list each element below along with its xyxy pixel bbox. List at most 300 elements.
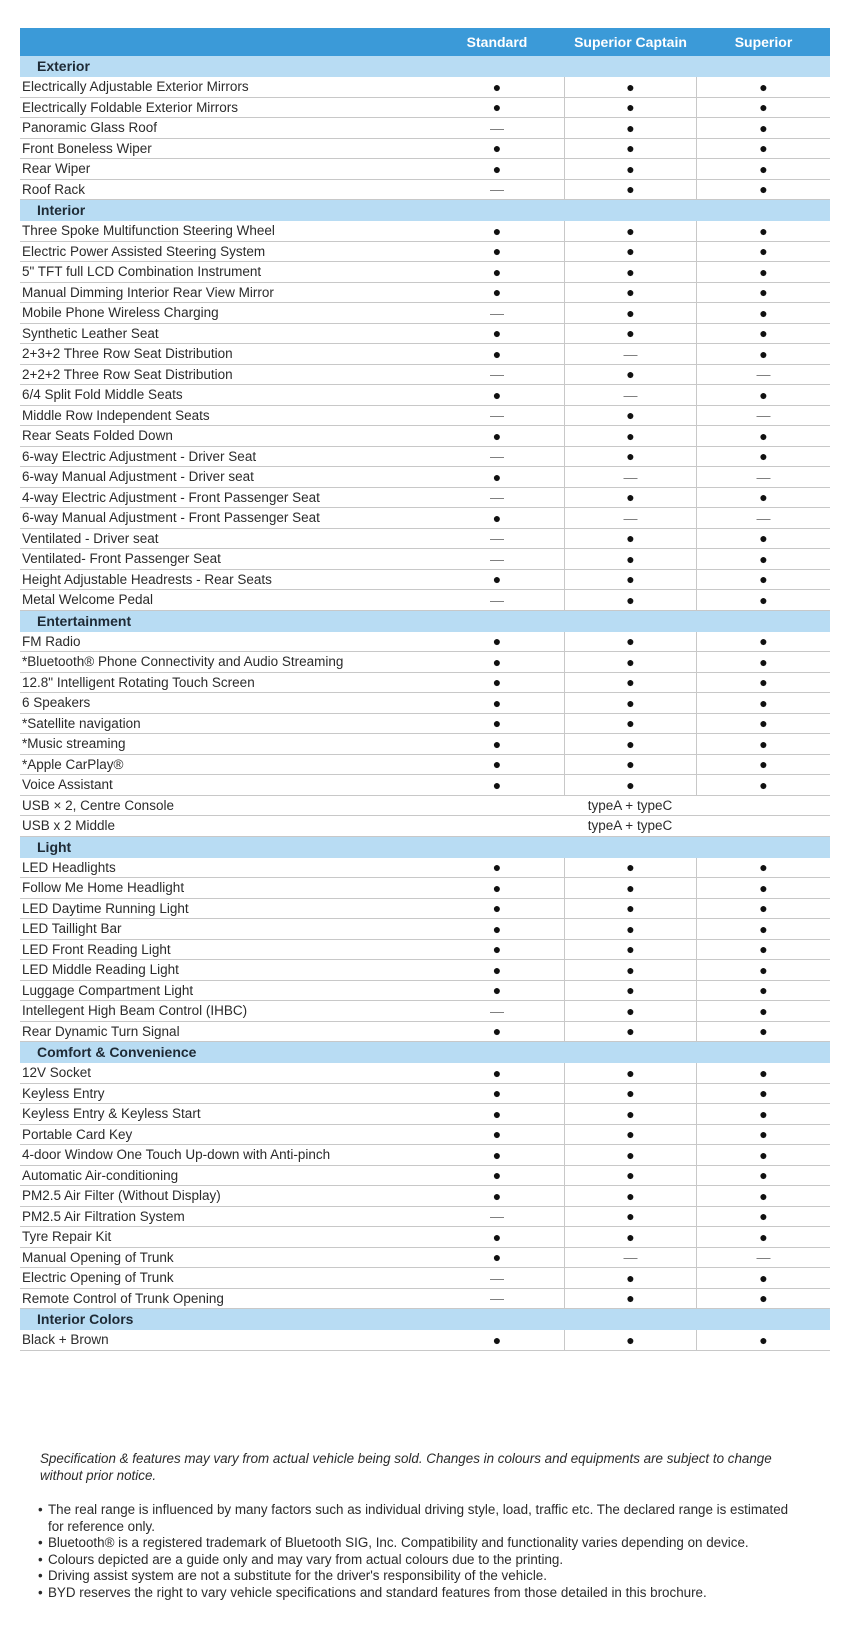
table-row <box>20 98 830 119</box>
cell-standard <box>430 303 564 323</box>
not-available-dash-icon: — <box>490 181 504 198</box>
feature-label: Rear Wiper <box>22 161 91 177</box>
cell-superior <box>697 1166 830 1186</box>
not-available-dash-icon: — <box>490 448 504 465</box>
note-item: • Bluetooth® is a registered trademark of Bluetooth SIG, Inc. Compatibility and functionality varies depending on device. <box>38 1535 800 1552</box>
cell-superior-captain <box>564 734 697 754</box>
included-dot-icon: ● <box>492 468 502 485</box>
cell-standard <box>430 426 564 446</box>
cell-standard <box>430 139 564 159</box>
feature-label: Electrically Adjustable Exterior Mirrors <box>22 79 249 95</box>
included-dot-icon: ● <box>626 633 635 650</box>
cell-superior <box>697 919 830 939</box>
feature-label: 6-way Electric Adjustment - Driver Seat <box>22 448 257 464</box>
table-row <box>20 1207 830 1228</box>
cell-standard <box>430 1104 564 1124</box>
included-dot-icon: ● <box>759 879 768 896</box>
cell-superior <box>697 385 830 405</box>
table-row <box>20 242 830 263</box>
included-dot-icon: ● <box>492 509 502 526</box>
cell-superior-captain <box>564 981 697 1001</box>
feature-label: USB × 2, Centre Console <box>22 797 174 813</box>
table-row <box>20 1227 830 1248</box>
included-dot-icon: ● <box>626 1085 635 1102</box>
cell-superior <box>697 1289 830 1309</box>
cell-superior-captain <box>564 1001 697 1021</box>
included-dot-icon: ● <box>759 550 768 567</box>
included-dot-icon: ● <box>492 1105 502 1122</box>
feature-label: Height Adjustable Headrests - Rear Seats <box>22 571 272 587</box>
included-dot-icon: ● <box>759 325 768 342</box>
included-dot-icon: ● <box>626 263 635 280</box>
feature-label: LED Front Reading Light <box>22 941 171 957</box>
cell-superior-captain <box>564 899 697 919</box>
table-row <box>20 283 830 304</box>
included-dot-icon: ● <box>759 591 768 608</box>
cell-superior-captain <box>564 960 697 980</box>
feature-label: Panoramic Glass Roof <box>22 120 158 136</box>
cell-superior-captain <box>564 1227 697 1247</box>
not-available-dash-icon: — <box>490 591 504 608</box>
feature-label: Black + Brown <box>22 1332 109 1348</box>
cell-superior-captain <box>564 159 697 179</box>
cell-superior-captain <box>564 1330 697 1350</box>
cell-superior-captain <box>564 447 697 467</box>
included-dot-icon: ● <box>492 160 502 177</box>
cell-superior-captain <box>564 1063 697 1083</box>
cell-standard <box>430 755 564 775</box>
section-header: Exterior <box>20 56 830 77</box>
cell-standard <box>430 1186 564 1206</box>
included-dot-icon: ● <box>626 1064 635 1081</box>
cell-superior-captain <box>564 632 697 652</box>
cell-superior-captain <box>564 673 697 693</box>
feature-label: PM2.5 Air Filtration System <box>22 1208 185 1224</box>
included-dot-icon: ● <box>626 489 635 506</box>
note-item: • BYD reserves the right to vary vehicle specifications and standard features from those detailed in this brochure. <box>38 1585 800 1602</box>
table-row <box>20 1166 830 1187</box>
feature-label: Rear Dynamic Turn Signal <box>22 1023 180 1039</box>
feature-label: 4-door Window One Touch Up-down with Anti-pinch <box>22 1147 331 1163</box>
included-dot-icon: ● <box>759 1002 768 1019</box>
not-available-dash-icon: — <box>756 509 771 526</box>
cell-superior-captain <box>564 426 697 446</box>
not-available-dash-icon: — <box>490 366 504 383</box>
included-dot-icon: ● <box>492 571 502 588</box>
cell-standard <box>430 1022 564 1042</box>
included-dot-icon: ● <box>626 756 635 773</box>
table-row <box>20 960 830 981</box>
cell-superior <box>697 590 830 610</box>
cell-superior-captain <box>564 1186 697 1206</box>
cell-superior-captain <box>564 652 697 672</box>
included-dot-icon: ● <box>492 78 502 95</box>
table-row <box>20 303 830 324</box>
included-dot-icon: ● <box>759 99 768 116</box>
cell-standard <box>430 242 564 262</box>
included-dot-icon: ● <box>626 99 635 116</box>
table-row <box>20 1186 830 1207</box>
included-dot-icon: ● <box>626 571 635 588</box>
included-dot-icon: ● <box>626 1146 635 1163</box>
cell-superior-captain <box>564 118 697 138</box>
header-superior: Superior <box>734 34 793 50</box>
cell-standard <box>430 652 564 672</box>
cell-standard <box>430 365 564 385</box>
included-dot-icon: ● <box>759 181 768 198</box>
cell-superior-captain <box>564 262 697 282</box>
table-row <box>20 262 830 283</box>
cell-superior <box>697 242 830 262</box>
included-dot-icon: ● <box>759 859 768 876</box>
table-row <box>20 180 830 201</box>
included-dot-icon: ● <box>759 1331 768 1348</box>
included-dot-icon: ● <box>492 1228 502 1245</box>
included-dot-icon: ● <box>626 1290 635 1307</box>
not-available-dash-icon: — <box>490 550 504 567</box>
included-dot-icon: ● <box>492 633 502 650</box>
included-dot-icon: ● <box>626 1331 635 1348</box>
table-row <box>20 673 830 694</box>
feature-label: *Bluetooth® Phone Connectivity and Audio Streaming <box>22 654 344 670</box>
note-item: • Driving assist system are not a substitute for the driver's responsibility of the vehicle. <box>38 1568 800 1585</box>
cell-superior-captain <box>564 488 697 508</box>
cell-superior <box>697 447 830 467</box>
included-dot-icon: ● <box>626 1208 635 1225</box>
included-dot-icon: ● <box>626 407 635 424</box>
cell-standard <box>430 940 564 960</box>
feature-label: Remote Control of Trunk Opening <box>22 1290 224 1306</box>
cell-superior-captain <box>564 693 697 713</box>
cell-superior <box>697 324 830 344</box>
feature-label: Three Spoke Multifunction Steering Wheel <box>22 223 275 239</box>
included-dot-icon: ● <box>759 1064 768 1081</box>
table-row <box>20 940 830 961</box>
included-dot-icon: ● <box>492 1064 502 1081</box>
cell-superior <box>697 488 830 508</box>
cell-superior-captain <box>564 365 697 385</box>
included-dot-icon: ● <box>759 222 768 239</box>
cell-standard <box>430 118 564 138</box>
cell-standard <box>430 775 564 795</box>
included-dot-icon: ● <box>759 653 768 670</box>
cell-superior-captain <box>564 1248 697 1268</box>
included-dot-icon: ● <box>759 78 768 95</box>
feature-label: 6-way Manual Adjustment - Driver seat <box>22 469 254 485</box>
included-dot-icon: ● <box>759 427 768 444</box>
table-row <box>20 734 830 755</box>
cell-standard <box>430 406 564 426</box>
cell-standard <box>430 632 564 652</box>
not-available-dash-icon: — <box>490 1290 504 1307</box>
included-dot-icon: ● <box>759 530 768 547</box>
table-row <box>20 488 830 509</box>
cell-superior <box>697 960 830 980</box>
cell-superior <box>697 344 830 364</box>
included-dot-icon: ● <box>626 448 635 465</box>
included-dot-icon: ● <box>492 900 502 917</box>
table-row <box>20 139 830 160</box>
table-row <box>20 816 830 837</box>
included-dot-icon: ● <box>626 530 635 547</box>
table-row <box>20 159 830 180</box>
included-dot-icon: ● <box>759 900 768 917</box>
cell-superior-captain <box>564 570 697 590</box>
included-dot-icon: ● <box>759 571 768 588</box>
feature-label: 4-way Electric Adjustment - Front Passenger Seat <box>22 489 320 505</box>
cell-superior-captain <box>564 283 697 303</box>
feature-label: Front Boneless Wiper <box>22 140 152 156</box>
table-row <box>20 549 830 570</box>
feature-label: 12.8" Intelligent Rotating Touch Screen <box>22 674 255 690</box>
cell-standard <box>430 467 564 487</box>
feature-label: 2+3+2 Three Row Seat Distribution <box>22 346 233 362</box>
feature-label: Voice Assistant <box>22 777 113 793</box>
table-row <box>20 385 830 406</box>
cell-superior <box>697 693 830 713</box>
cell-standard <box>430 734 564 754</box>
table-row <box>20 590 830 611</box>
cell-superior <box>697 549 830 569</box>
included-dot-icon: ● <box>626 181 635 198</box>
included-dot-icon: ● <box>759 284 768 301</box>
not-available-dash-icon: — <box>490 1269 504 1286</box>
included-dot-icon: ● <box>759 941 768 958</box>
table-row <box>20 118 830 139</box>
cell-superior <box>697 1104 830 1124</box>
cell-superior-captain <box>564 406 697 426</box>
feature-label: 5" TFT full LCD Combination Instrument <box>22 264 262 280</box>
feature-label: Intellegent High Beam Control (IHBC) <box>22 1003 248 1019</box>
cell-superior <box>697 365 830 385</box>
cell-superior <box>697 1330 830 1350</box>
spec-table <box>20 28 830 1351</box>
feature-label: *Music streaming <box>22 736 126 752</box>
cell-standard <box>430 159 564 179</box>
included-dot-icon: ● <box>626 140 635 157</box>
cell-superior-captain <box>564 221 697 241</box>
included-dot-icon: ● <box>492 879 502 896</box>
spanned-value: typeA + typeC <box>587 797 673 813</box>
included-dot-icon: ● <box>492 1085 502 1102</box>
table-row <box>20 447 830 468</box>
included-dot-icon: ● <box>626 961 635 978</box>
included-dot-icon: ● <box>626 982 635 999</box>
cell-superior <box>697 878 830 898</box>
notes-list <box>40 1502 800 1601</box>
table-header <box>20 28 830 56</box>
cell-superior-captain <box>564 1022 697 1042</box>
cell-superior <box>697 467 830 487</box>
cell-standard <box>430 858 564 878</box>
feature-label: Tyre Repair Kit <box>22 1229 112 1245</box>
cell-standard <box>430 180 564 200</box>
cell-superior-captain <box>564 180 697 200</box>
included-dot-icon: ● <box>492 427 502 444</box>
cell-superior-captain <box>564 1268 697 1288</box>
included-dot-icon: ● <box>759 982 768 999</box>
included-dot-icon: ● <box>492 756 502 773</box>
included-dot-icon: ● <box>626 735 635 752</box>
feature-label: Mobile Phone Wireless Charging <box>22 305 219 321</box>
included-dot-icon: ● <box>626 900 635 917</box>
included-dot-icon: ● <box>759 489 768 506</box>
cell-standard <box>430 919 564 939</box>
included-dot-icon: ● <box>759 776 768 793</box>
included-dot-icon: ● <box>492 325 502 342</box>
cell-superior <box>697 98 830 118</box>
cell-superior-captain <box>564 1207 697 1227</box>
included-dot-icon: ● <box>759 1167 768 1184</box>
table-row <box>20 1248 830 1269</box>
cell-superior <box>697 1227 830 1247</box>
spanned-value: typeA + typeC <box>587 818 673 834</box>
cell-standard <box>430 262 564 282</box>
cell-superior <box>697 899 830 919</box>
cell-standard <box>430 1330 564 1350</box>
not-available-dash-icon: — <box>756 407 771 424</box>
included-dot-icon: ● <box>759 304 768 321</box>
feature-label: LED Taillight Bar <box>22 921 122 937</box>
cell-superior <box>697 1268 830 1288</box>
cell-superior <box>697 1001 830 1021</box>
included-dot-icon: ● <box>626 879 635 896</box>
table-row <box>20 981 830 1002</box>
included-dot-icon: ● <box>626 715 635 732</box>
cell-superior-captain <box>564 529 697 549</box>
cell-superior-captain <box>564 549 697 569</box>
cell-superior <box>697 406 830 426</box>
not-available-dash-icon: — <box>490 530 504 547</box>
not-available-dash-icon: — <box>623 345 638 362</box>
included-dot-icon: ● <box>626 119 635 136</box>
included-dot-icon: ● <box>492 941 502 958</box>
not-available-dash-icon: — <box>490 407 504 424</box>
included-dot-icon: ● <box>492 920 502 937</box>
feature-label: Metal Welcome Pedal <box>22 592 154 608</box>
included-dot-icon: ● <box>626 653 635 670</box>
included-dot-icon: ● <box>626 160 635 177</box>
included-dot-icon: ● <box>492 284 502 301</box>
not-available-dash-icon: — <box>490 1208 504 1225</box>
included-dot-icon: ● <box>492 1167 502 1184</box>
included-dot-icon: ● <box>759 119 768 136</box>
cell-superior-captain <box>564 385 697 405</box>
cell-standard <box>430 590 564 610</box>
header-superior-captain: Superior Captain <box>574 34 687 50</box>
table-row <box>20 365 830 386</box>
included-dot-icon: ● <box>759 1146 768 1163</box>
cell-standard <box>430 899 564 919</box>
included-dot-icon: ● <box>492 345 502 362</box>
table-row <box>20 1145 830 1166</box>
included-dot-icon: ● <box>492 222 502 239</box>
table-row <box>20 1268 830 1289</box>
included-dot-icon: ● <box>626 1023 635 1040</box>
table-row <box>20 1104 830 1125</box>
cell-standard <box>430 1084 564 1104</box>
included-dot-icon: ● <box>759 1228 768 1245</box>
cell-standard <box>430 488 564 508</box>
feature-label: Ventilated- Front Passenger Seat <box>22 551 221 567</box>
feature-label: Keyless Entry & Keyless Start <box>22 1106 201 1122</box>
section-header: Light <box>20 837 830 858</box>
cell-superior-captain <box>564 590 697 610</box>
cell-superior <box>697 303 830 323</box>
cell-superior <box>697 1186 830 1206</box>
not-available-dash-icon: — <box>623 1249 638 1266</box>
section-header: Comfort & Convenience <box>20 1042 830 1063</box>
feature-label: Electric Power Assisted Steering System <box>22 243 266 259</box>
included-dot-icon: ● <box>626 427 635 444</box>
feature-label: 6 Speakers <box>22 695 91 711</box>
included-dot-icon: ● <box>759 756 768 773</box>
included-dot-icon: ● <box>759 243 768 260</box>
feature-label: Roof Rack <box>22 181 86 197</box>
included-dot-icon: ● <box>492 1023 502 1040</box>
cell-superior <box>697 1022 830 1042</box>
cell-superior-captain <box>564 755 697 775</box>
feature-label: Middle Row Independent Seats <box>22 407 210 423</box>
table-row <box>20 1289 830 1310</box>
included-dot-icon: ● <box>759 1290 768 1307</box>
cell-standard <box>430 549 564 569</box>
feature-label: 2+2+2 Three Row Seat Distribution <box>22 366 233 382</box>
feature-label: Rear Seats Folded Down <box>22 428 173 444</box>
note-item: • The real range is influenced by many factors such as individual driving style, load, traffic etc. The declared range is estimated for reference only. <box>38 1502 800 1535</box>
section-header: Interior <box>20 200 830 221</box>
included-dot-icon: ● <box>626 366 635 383</box>
section-header: Entertainment <box>20 611 830 632</box>
table-body <box>20 56 830 1351</box>
cell-standard <box>430 1125 564 1145</box>
cell-superior <box>697 652 830 672</box>
cell-superior-captain <box>564 1289 697 1309</box>
included-dot-icon: ● <box>626 694 635 711</box>
feature-label: Luggage Compartment Light <box>22 982 194 998</box>
included-dot-icon: ● <box>626 284 635 301</box>
table-row <box>20 775 830 796</box>
cell-standard <box>430 447 564 467</box>
included-dot-icon: ● <box>759 961 768 978</box>
included-dot-icon: ● <box>759 345 768 362</box>
feature-label: Automatic Air-conditioning <box>22 1167 179 1183</box>
included-dot-icon: ● <box>759 263 768 280</box>
feature-label: LED Headlights <box>22 859 116 875</box>
cell-superior-captain <box>564 878 697 898</box>
included-dot-icon: ● <box>759 1085 768 1102</box>
cell-standard <box>430 1207 564 1227</box>
included-dot-icon: ● <box>626 776 635 793</box>
cell-superior <box>697 77 830 97</box>
included-dot-icon: ● <box>759 1269 768 1286</box>
cell-superior-captain <box>564 242 697 262</box>
included-dot-icon: ● <box>759 715 768 732</box>
feature-label: Ventilated - Driver seat <box>22 530 159 546</box>
feature-label: LED Daytime Running Light <box>22 900 189 916</box>
included-dot-icon: ● <box>492 653 502 670</box>
cell-superior <box>697 673 830 693</box>
included-dot-icon: ● <box>492 386 502 403</box>
feature-label: Manual Dimming Interior Rear View Mirror <box>22 284 274 300</box>
table-row <box>20 77 830 98</box>
cell-standard <box>430 981 564 1001</box>
included-dot-icon: ● <box>626 1187 635 1204</box>
cell-superior-captain <box>564 303 697 323</box>
feature-label: FM Radio <box>22 633 81 649</box>
included-dot-icon: ● <box>626 1002 635 1019</box>
not-available-dash-icon: — <box>623 468 638 485</box>
